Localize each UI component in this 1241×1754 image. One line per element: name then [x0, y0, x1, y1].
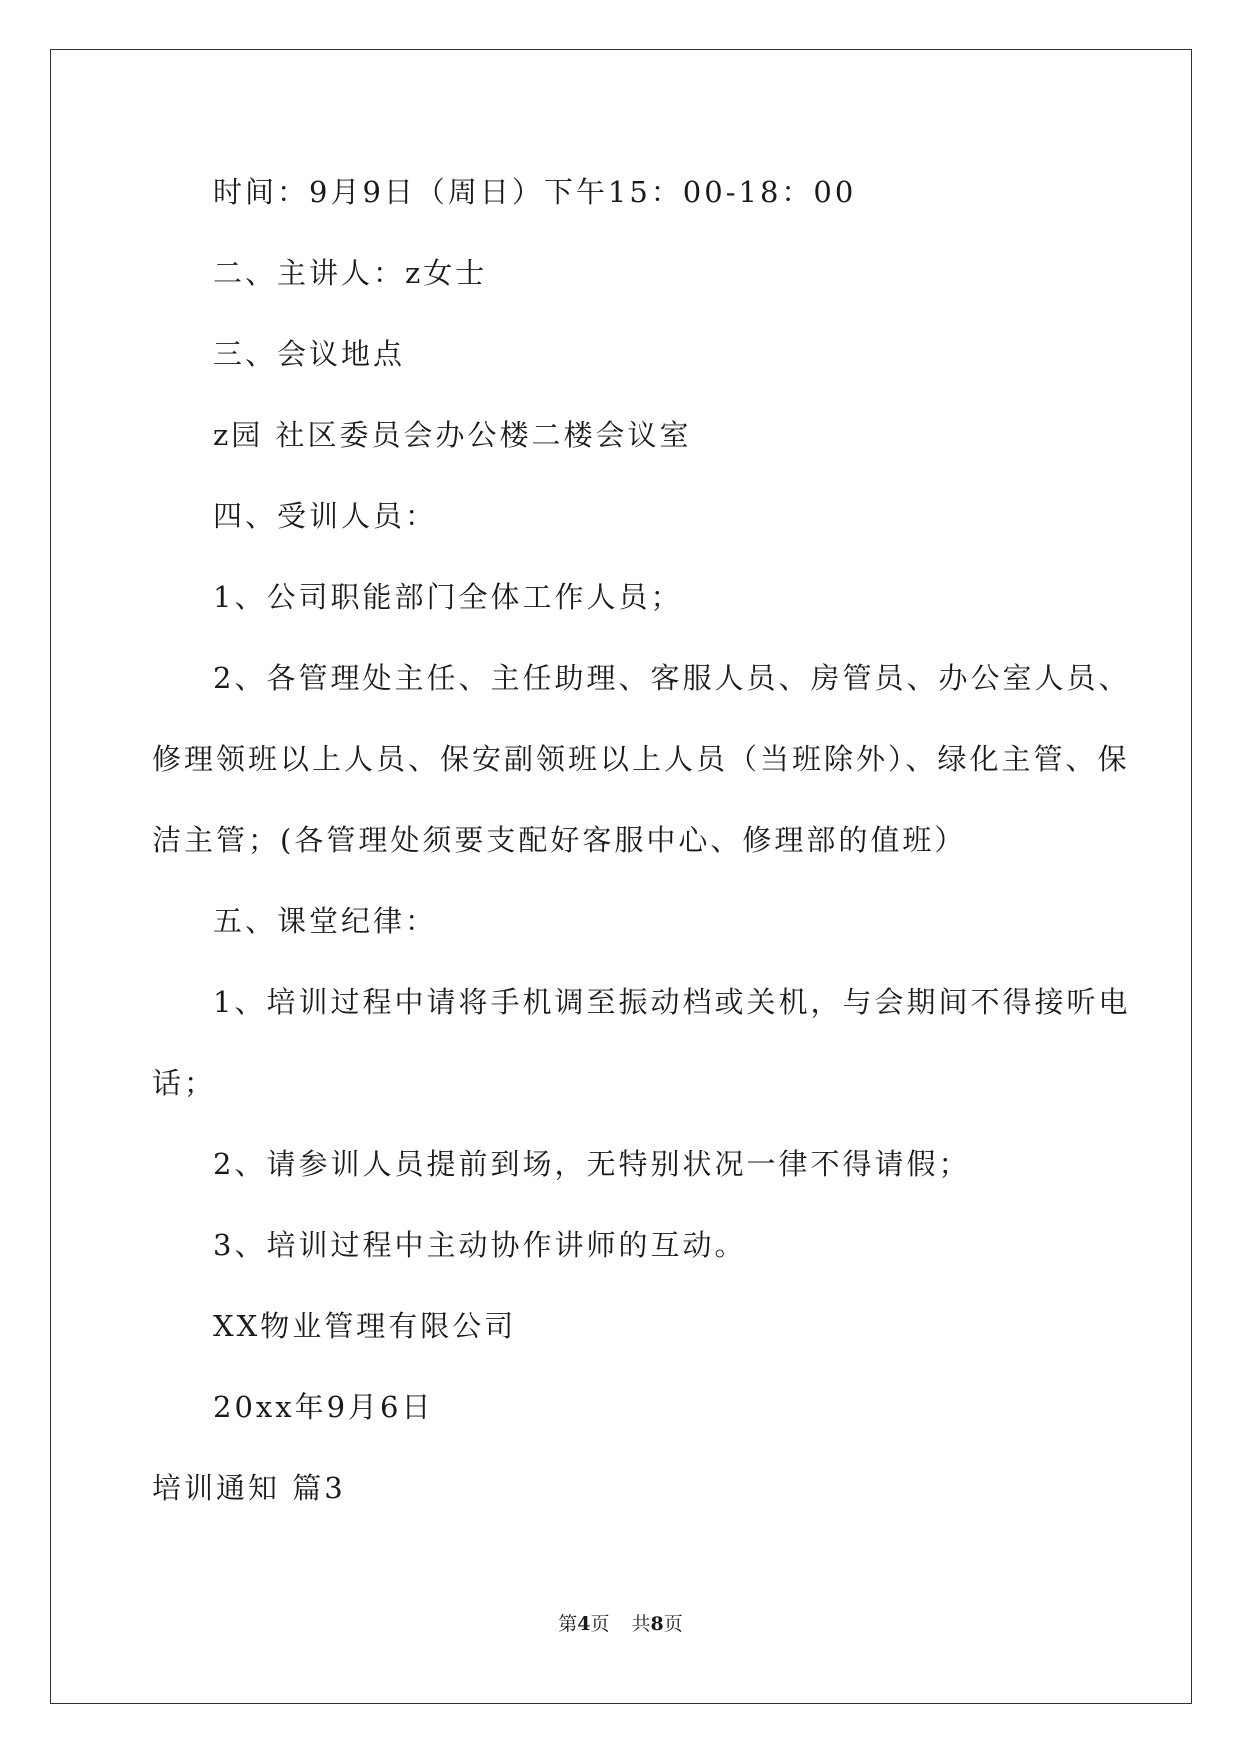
page-prefix: 第 — [558, 1613, 578, 1635]
discipline-item-1: 1、培训过程中请将手机调至振动档或关机，与会期间不得接听电 — [213, 985, 1131, 1019]
discipline-item-2: 2、请参训人员提前到场，无特别状况一律不得请假； — [213, 1147, 971, 1181]
section-title: 培训通知 篇3 — [152, 1471, 346, 1505]
trainees-item-1: 1、公司职能部门全体工作人员； — [213, 580, 683, 614]
total-prefix: 共 — [631, 1613, 651, 1635]
page-border — [50, 49, 1192, 1704]
date-line: 20xx年9月6日 — [213, 1390, 434, 1424]
page-footer — [0, 1612, 1241, 1636]
trainees-item-2-cont: 修理领班以上人员、保安副领班以上人员（当班除外）、绿化主管、保 — [152, 742, 1130, 776]
venue-heading: 三、会议地点 — [213, 337, 406, 371]
page-current: 4 — [577, 1613, 591, 1635]
speaker-heading: 二、主讲人：z女士 — [213, 256, 488, 290]
discipline-heading: 五、课堂纪律： — [213, 904, 438, 938]
trainees-item-2-cont: 洁主管；(各管理处须要支配好客服中心、修理部的值班） — [152, 823, 967, 857]
venue-line: z园 社区委员会办公楼二楼会议室 — [213, 418, 692, 452]
trainees-item-2: 2、各管理处主任、主任助理、客服人员、房管员、办公室人员、 — [213, 661, 1131, 695]
discipline-item-1-cont: 话； — [152, 1066, 217, 1100]
page-suffix: 页 — [590, 1613, 610, 1635]
discipline-item-3: 3、培训过程中主动协作讲师的互动。 — [213, 1228, 747, 1262]
trainees-heading: 四、受训人员： — [213, 499, 438, 533]
company-name: XX物业管理有限公司 — [213, 1309, 517, 1343]
time-line: 时间：9月9日（周日）下午15：00-18：00 — [213, 175, 857, 209]
total-suffix: 页 — [663, 1613, 683, 1635]
page-total: 8 — [650, 1613, 664, 1635]
